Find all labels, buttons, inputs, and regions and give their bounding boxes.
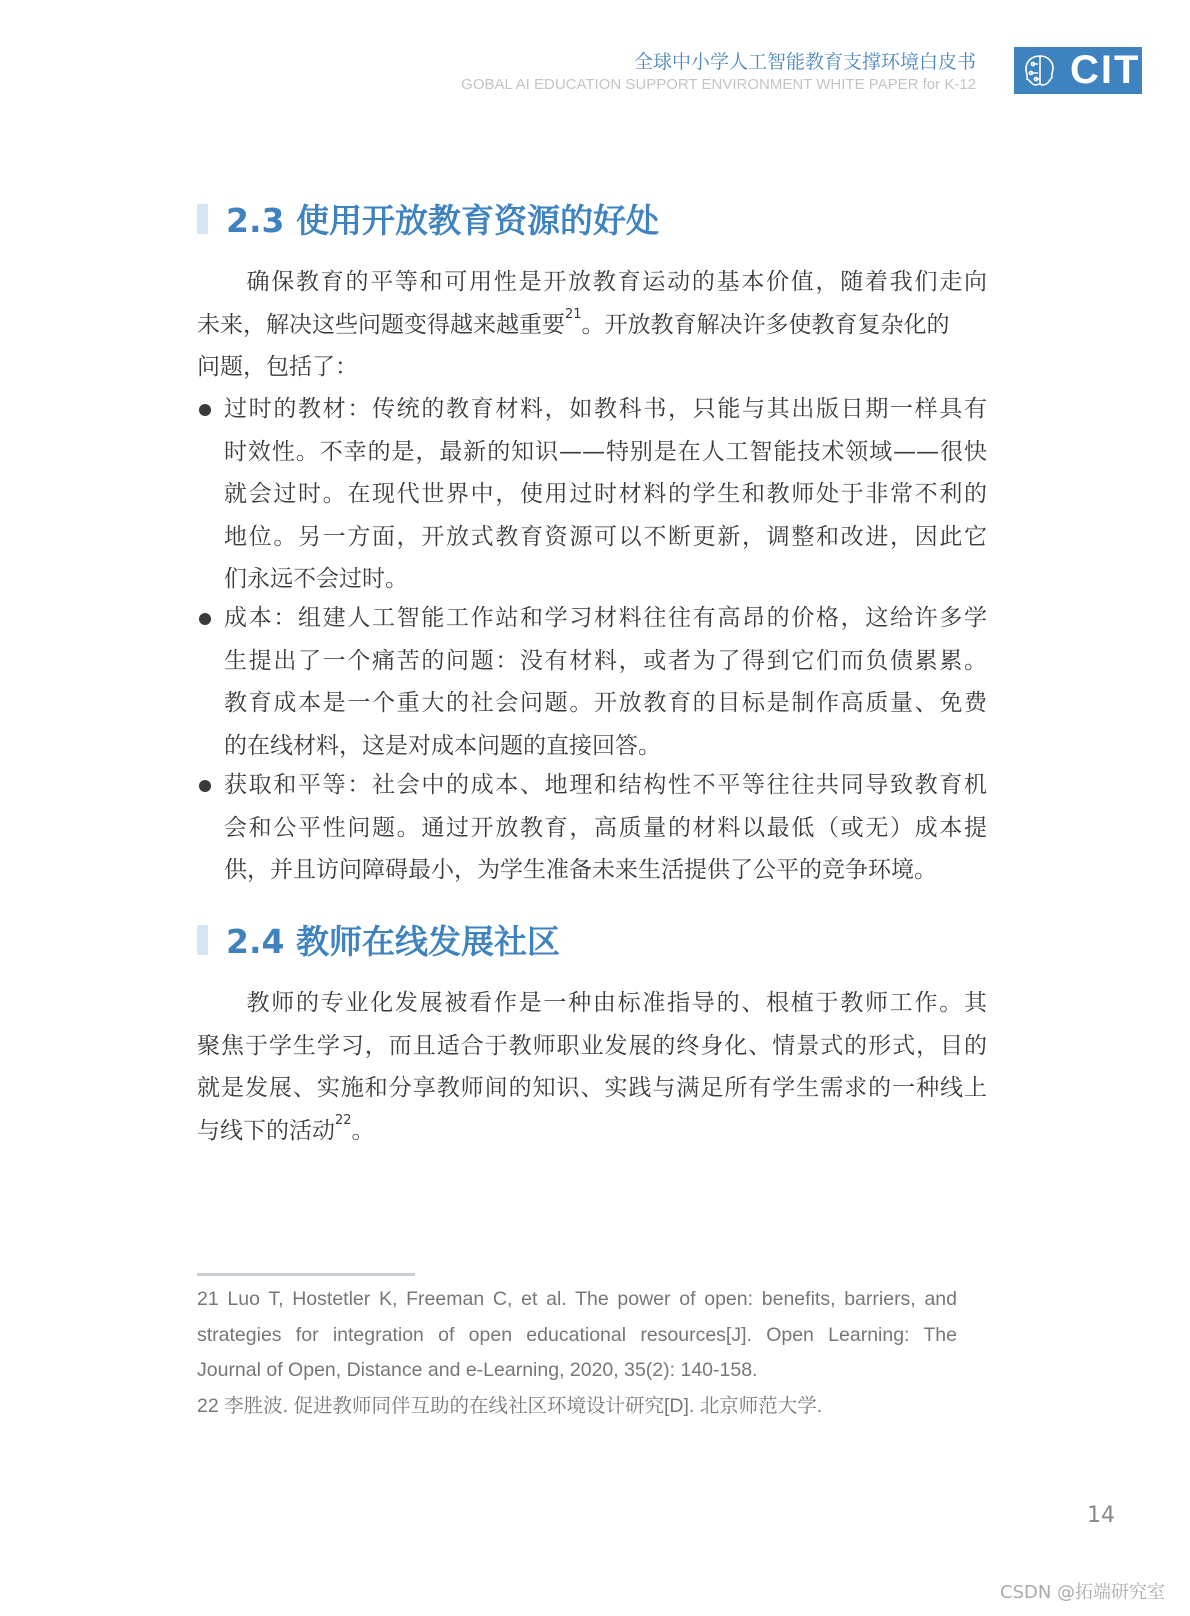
footnote-line: 21 Luo T, Hostetler K, Freeman C, et al. The power of open: benefits, barriers, and <box>197 1288 957 1310</box>
footnotes <box>197 1282 957 1424</box>
text: 与线下的活动 <box>197 1117 335 1144</box>
section-heading-2-3 <box>197 195 659 242</box>
text-line: 会和公平性问题。通过开放教育，高质量的材料以最低（或无）成本提 <box>224 814 987 841</box>
bullet-icon <box>199 404 211 416</box>
cit-logo <box>1014 47 1142 94</box>
header-title-en: GOBAL AI EDUCATION SUPPORT ENVIRONMENT WHITE PAPER for K-12 <box>461 76 976 93</box>
footnote-line: Journal of Open, Distance and e-Learning, 2020, 35(2): 140-158. <box>197 1359 758 1381</box>
footnote-ref[interactable]: 21 <box>565 306 582 322</box>
text-line: 时效性。不幸的是，最新的知识——特别是在人工智能技术领域——很快 <box>224 438 987 465</box>
heading-bar <box>197 204 208 234</box>
text-line: 成本：组建人工智能工作站和学习材料往往有高昂的价格，这给许多学 <box>224 605 987 631</box>
section-heading-2-4 <box>197 916 560 963</box>
text-line <box>197 304 987 347</box>
bullet-item <box>197 764 987 892</box>
bullet-item <box>197 597 987 767</box>
footnote-ref[interactable]: 22 <box>335 1112 352 1128</box>
bullet-icon <box>199 780 211 792</box>
page-number: 14 <box>1087 1503 1115 1528</box>
text-line: 就是发展、实施和分享教师间的知识、实践与满足所有学生需求的一种线上 <box>197 1075 987 1101</box>
text-line: 确保教育的平等和可用性是开放教育运动的基本价值，随着我们走向 <box>197 269 987 295</box>
text-line: 聚焦于学生学习，而且适合于教师职业发展的终身化、情景式的形式，目的 <box>197 1032 987 1059</box>
heading-bar <box>197 925 208 955</box>
text: 。开放教育解决许多使教育复杂化的 <box>581 311 950 338</box>
section-2-4-intro <box>197 982 987 1152</box>
text-line: 地位。另一方面，开放式教育资源可以不断更新，调整和改进，因此它 <box>224 523 987 550</box>
text-line: 问题，包括了： <box>197 354 358 380</box>
watermark: CSDN @拓端研究室 <box>1000 1582 1166 1603</box>
text-line: 生提出了一个痛苦的问题：没有材料，或者为了得到它们而负债累累。 <box>224 647 987 674</box>
footnote-line: strategies for integration of open educational resources[J]. Open Learning: The <box>197 1323 957 1346</box>
text-line: 们永远不会过时。 <box>224 566 408 592</box>
bullet-item <box>197 388 987 601</box>
text-line: 的在线材料，这是对成本问题的直接回答。 <box>224 732 661 759</box>
text-line: 教育成本是一个重大的社会问题。开放教育的目标是制作高质量、免费 <box>224 690 987 716</box>
text-line <box>197 1110 987 1153</box>
heading-text: 2.4 教师在线发展社区 <box>226 922 560 961</box>
section-2-3-intro <box>197 261 987 389</box>
text-line: 就会过时。在现代世界中，使用过时材料的学生和教师处于非常不利的 <box>224 481 987 507</box>
heading-text: 2.3 使用开放教育资源的好处 <box>226 201 659 240</box>
text: 。 <box>351 1117 375 1144</box>
text-line: 教师的专业化发展被看作是一种由标准指导的、根植于教师工作。其 <box>197 990 987 1016</box>
text-line: 获取和平等：社会中的成本、地理和结构性不平等往往共同导致教育机 <box>224 772 987 798</box>
footnote-divider <box>197 1273 415 1276</box>
brain-circuit-icon <box>1020 51 1060 91</box>
logo-text: CIT <box>1070 48 1141 92</box>
text: 未来，解决这些问题变得越来越重要 <box>197 311 565 338</box>
footnote-line: 22 李胜波. 促进教师同伴互助的在线社区环境设计研究[D]. 北京师范大学. <box>197 1394 823 1417</box>
text-line: 过时的教材：传统的教育材料，如教科书，只能与其出版日期一样具有 <box>224 396 987 422</box>
bullet-icon <box>199 613 211 625</box>
header-title-cn: 全球中小学人工智能教育支撑环境白皮书 <box>633 51 976 73</box>
text-line: 供，并且访问障碍最小，为学生准备未来生活提供了公平的竞争环境。 <box>224 857 937 883</box>
